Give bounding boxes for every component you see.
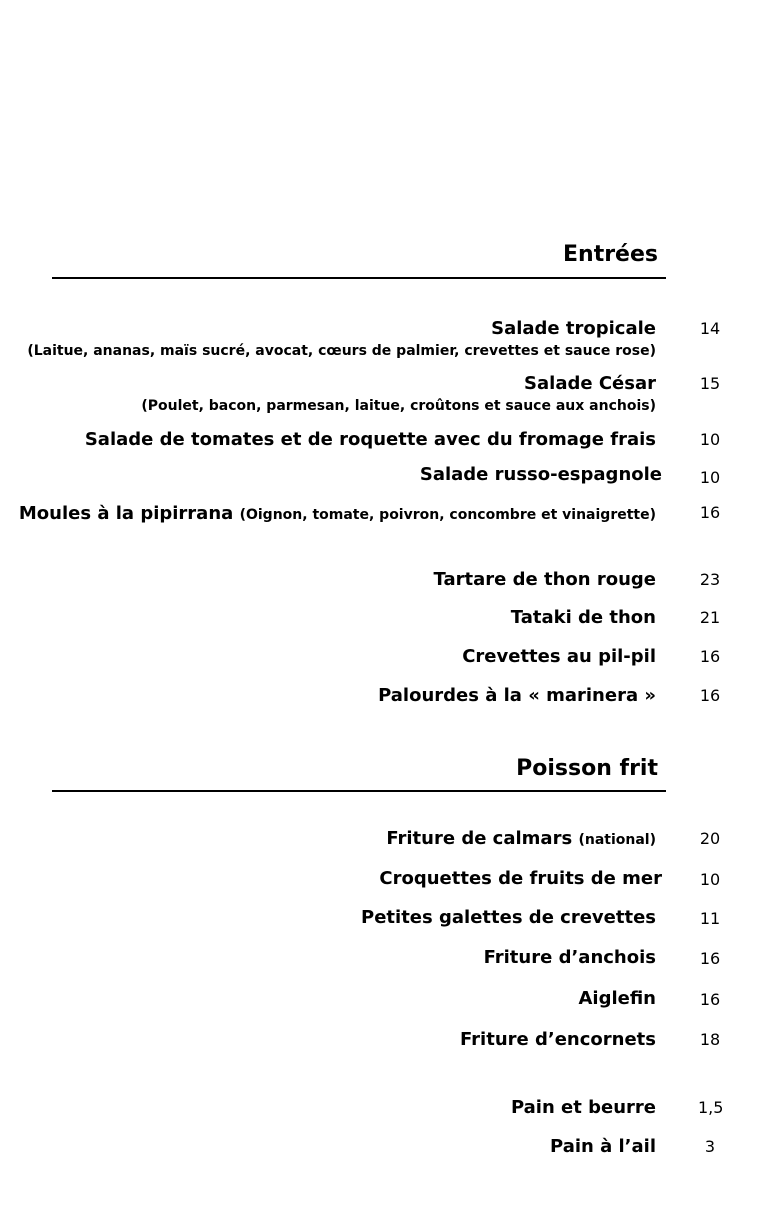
menu-item-name: Salade de tomates et de roquette avec du fromage frais [84, 429, 656, 450]
menu-item-price: 16 [699, 990, 721, 1009]
menu-item-name: Salade russo-espagnole [419, 464, 662, 485]
menu-item-name: Aiglefin [578, 988, 656, 1009]
menu-item-price: 1,5 [698, 1098, 724, 1117]
menu-item-price: 10 [699, 468, 721, 487]
menu-item-price: 16 [699, 503, 721, 522]
section-title-entrees: Entrées [563, 242, 658, 267]
menu-item-name: Moules à la pipirrana [18, 503, 234, 524]
menu-item-row [19, 503, 656, 526]
menu-item-name: Friture de calmars [386, 828, 573, 849]
section-title-poisson-frit: Poisson frit [516, 756, 658, 781]
menu-item-name: Palourdes à la « marinera » [378, 685, 656, 706]
menu-item-name: Tataki de thon [510, 607, 656, 628]
menu-item-description: (Laitue, ananas, maïs sucré, avocat, cœurs de palmier, crevettes et sauce rose) [27, 343, 656, 359]
section-divider [52, 277, 666, 279]
menu-item-name: Friture d’anchois [483, 947, 656, 968]
menu-item-price: 3 [704, 1137, 716, 1156]
menu-item-price: 23 [699, 570, 721, 589]
menu-item-name: Friture d’encornets [460, 1029, 656, 1050]
menu-item-name: Tartare de thon rouge [433, 569, 656, 590]
menu-item-name: Salade tropicale [491, 318, 656, 339]
menu-item-description: (Poulet, bacon, parmesan, laitue, croûtons et sauce aux anchois) [141, 398, 656, 414]
menu-item-price: 20 [699, 829, 721, 848]
menu-item-description: (Oignon, tomate, poivron, concombre et vinaigrette) [239, 507, 656, 523]
menu-item-price: 14 [699, 319, 721, 338]
menu-item-name: Salade César [524, 373, 656, 394]
menu-item-name: Pain et beurre [510, 1097, 656, 1118]
menu-item-name: Croquettes de fruits de mer [379, 868, 662, 889]
menu-item-price: 10 [699, 430, 721, 449]
menu-item-name: Pain à l’ail [549, 1136, 656, 1157]
menu-item-price: 16 [699, 686, 721, 705]
menu-item-name: Crevettes au pil-pil [462, 646, 656, 667]
menu-item-price: 16 [699, 647, 721, 666]
menu-item-description: (national) [578, 832, 656, 848]
section-divider [52, 790, 666, 792]
menu-item-name: Petites galettes de crevettes [361, 907, 656, 928]
menu-item-price: 10 [699, 870, 721, 889]
menu-item-price: 21 [699, 608, 721, 627]
menu-item-price: 18 [699, 1030, 721, 1049]
menu-item-price: 15 [699, 374, 721, 393]
menu-item-row [386, 828, 656, 851]
menu-item-price: 11 [699, 909, 721, 928]
menu-item-price: 16 [699, 949, 721, 968]
